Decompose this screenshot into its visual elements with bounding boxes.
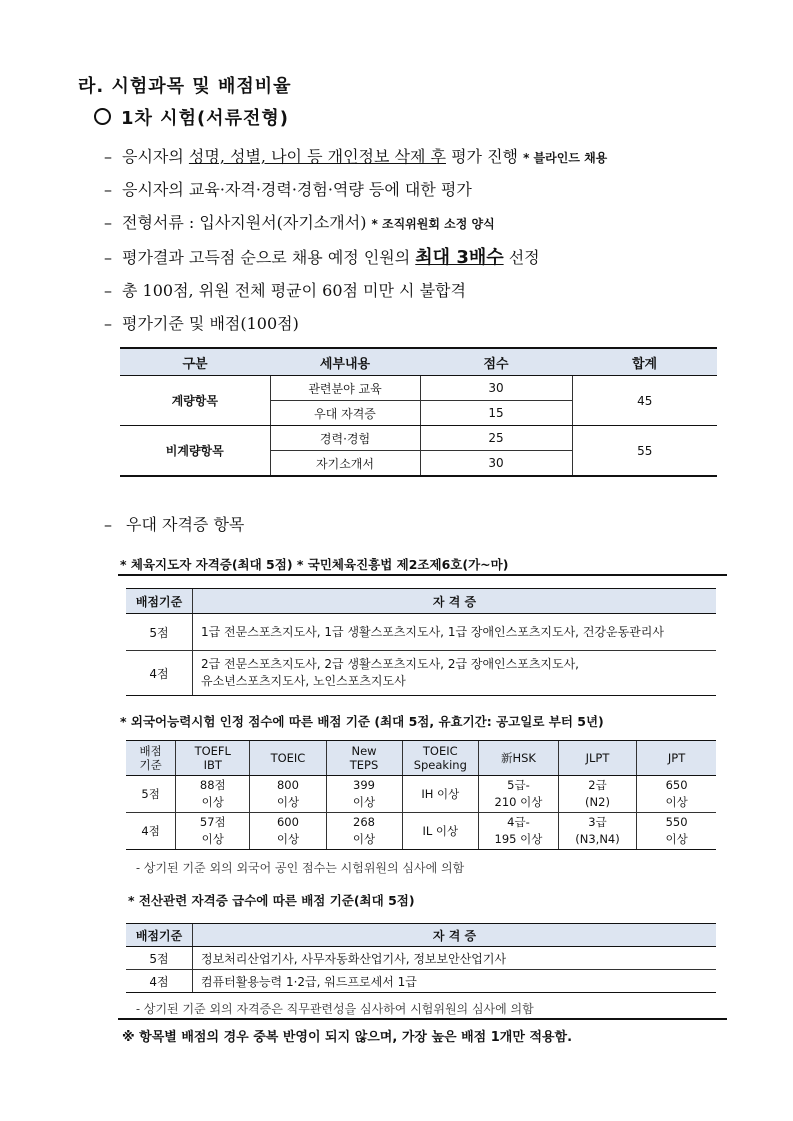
- lang-cell: [326, 813, 402, 850]
- header-line: 기준: [139, 758, 162, 772]
- lang-cell: [637, 776, 716, 813]
- bullet-note: * 조직위원회 소정 양식: [371, 217, 495, 231]
- bullet-evaluation: [104, 177, 472, 200]
- divider: [118, 574, 727, 576]
- item-cell: 우대 자격증: [270, 401, 420, 426]
- table-header: 세부내용: [270, 348, 420, 376]
- cell-line: 3급: [588, 815, 607, 829]
- cell-line: 4급-: [507, 815, 530, 829]
- score-cell: 5점: [126, 947, 193, 970]
- bullet-text: 평가기준 및 배점(100점): [122, 314, 299, 333]
- lang-cell: [176, 776, 250, 813]
- cell-line: 88점: [199, 778, 226, 792]
- dash-icon: –: [104, 281, 112, 300]
- score-cell: 4점: [126, 970, 193, 993]
- cell-line: 210 이상: [494, 795, 543, 809]
- bullet-emphasis: 최대 3배수: [415, 247, 504, 268]
- language-note: - 상기된 기준 외의 외국어 공인 점수는 시험위원의 심사에 의함: [136, 861, 465, 875]
- lang-cell: [326, 776, 402, 813]
- group-name: 계량항목: [120, 376, 270, 426]
- score-cell: 15: [420, 401, 572, 426]
- bullet-text: 응시자의: [122, 147, 189, 166]
- cell-line: 57점: [199, 815, 226, 829]
- lang-cell: [250, 813, 326, 850]
- table-header: [126, 741, 176, 776]
- table-header: 점수: [420, 348, 572, 376]
- total-cell: 45: [572, 376, 717, 426]
- it-title: * 전산관련 자격증 급수에 따른 배점 기준(최대 5점): [128, 893, 415, 908]
- header-line: 배점: [139, 744, 162, 758]
- table-header: [176, 741, 250, 776]
- cell-line: 이상: [352, 832, 376, 846]
- table-header: 배점기준: [126, 589, 193, 614]
- item-cell: 관련분야 교육: [270, 376, 420, 401]
- lang-cell: [558, 813, 636, 850]
- table-header: TOEIC: [250, 741, 326, 776]
- dash-icon: –: [104, 213, 112, 232]
- preferred-heading: [104, 512, 244, 535]
- lang-cell: [176, 813, 250, 850]
- table-header: 배점기준: [126, 924, 193, 947]
- cell-line: (N2): [585, 795, 610, 809]
- sports-title: * 체육지도자 자격증(최대 5점) * 국민체육진흥법 제2조제6호(가~마): [120, 557, 509, 572]
- table-header: [326, 741, 402, 776]
- lang-cell: [479, 776, 559, 813]
- score-cell: 30: [420, 376, 572, 401]
- cell-line: 600: [276, 815, 299, 829]
- cell-line: 이상: [276, 795, 300, 809]
- cell-line: 이상: [352, 795, 376, 809]
- table-header: 新HSK: [479, 741, 559, 776]
- dash-icon: –: [104, 314, 112, 333]
- bullet-total: [104, 278, 466, 301]
- header-line: TEPS: [349, 758, 379, 772]
- cell-line: 이상: [665, 832, 688, 846]
- cert-cell: 정보처리산업기사, 사무자동화산업기사, 정보보안산업기사: [193, 947, 717, 970]
- cert-cell: 컴퓨터활용능력 1·2급, 워드프로세서 1급: [193, 970, 717, 993]
- item-cell: 자기소개서: [270, 451, 420, 477]
- section-heading: 라. 시험과목 및 배점비율: [78, 76, 292, 97]
- cell-line: 이상: [201, 795, 224, 809]
- lang-cell: [637, 813, 716, 850]
- cell-line: 이상: [276, 832, 300, 846]
- group-name: 비계량항목: [120, 426, 270, 477]
- lang-cell: [250, 776, 326, 813]
- lang-cell: [479, 813, 559, 850]
- cell-line: 650: [665, 778, 688, 792]
- footer-note: ※ 항목별 배점의 경우 중복 반영이 되지 않으며, 가장 높은 배점 1개만 적용함.: [122, 1030, 573, 1045]
- bullet-text: 응시자의 교육·자격·경력·경험·역량 등에 대한 평가: [122, 180, 472, 199]
- lang-cell: [558, 776, 636, 813]
- bullet-underlined-text: 성명, 성별, 나이 등 개인정보 삭제 후: [188, 147, 446, 166]
- header-line: TOEIC: [422, 744, 458, 758]
- header-line: IBT: [203, 758, 222, 772]
- bullet-text: 전형서류 : 입사지원서(자기소개서): [122, 213, 372, 232]
- preferred-heading-text: 우대 자격증 항목: [126, 515, 245, 534]
- table-header: 구분: [120, 348, 270, 376]
- cell-line: 800: [276, 778, 299, 792]
- language-title: * 외국어능력시험 인정 점수에 따른 배점 기준 (최대 5점, 유효기간: 공고일로 부터 5년): [120, 714, 604, 729]
- it-note: - 상기된 기준 외의 자격증은 직무관련성을 심사하여 시험위원의 심사에 의함: [136, 1002, 534, 1016]
- cell-line: 이상: [201, 832, 224, 846]
- total-cell: 55: [572, 426, 717, 477]
- cert-cell: 1급 전문스포츠지도사, 1급 생활스포츠지도사, 1급 장애인스포츠지도사, 건강운동관리사: [193, 614, 717, 651]
- table-header: JLPT: [558, 741, 636, 776]
- table-header: 합계: [572, 348, 717, 376]
- dash-icon: –: [104, 180, 112, 199]
- cert-cell: [193, 651, 717, 696]
- header-line: Speaking: [413, 758, 467, 772]
- bullet-criteria: [104, 311, 299, 334]
- cell-line: (N3,N4): [575, 832, 620, 846]
- cert-line: 2급 전문스포츠지도사, 2급 생활스포츠지도사, 2급 장애인스포츠지도사,: [201, 657, 579, 671]
- score-cell: 4점: [126, 813, 176, 850]
- sports-table: [126, 588, 716, 696]
- score-cell: 5점: [126, 776, 176, 813]
- dash-icon: –: [104, 515, 112, 534]
- lang-cell: IH 이상: [402, 776, 479, 813]
- score-cell: 25: [420, 426, 572, 451]
- cell-line: 2급: [588, 778, 607, 792]
- bullet-blind: [104, 144, 607, 167]
- header-line: TOEFL: [194, 744, 231, 758]
- bullet-selection: [104, 243, 540, 269]
- dash-icon: –: [104, 248, 112, 267]
- cert-line: 유소년스포츠지도사, 노인스포츠지도사: [201, 674, 406, 688]
- bullet-documents: [104, 210, 495, 233]
- score-cell: 4점: [126, 651, 193, 696]
- cell-line: 이상: [665, 795, 688, 809]
- score-cell: 30: [420, 451, 572, 477]
- bullet-text: 평가 진행: [446, 147, 524, 166]
- table-header: 자 격 증: [193, 589, 717, 614]
- cell-line: 5급-: [507, 778, 530, 792]
- subsection-heading: [94, 104, 289, 130]
- cell-line: 399: [353, 778, 375, 792]
- subsection-heading-text: 1차 시험(서류전형): [121, 108, 289, 129]
- circle-bullet-icon: [94, 108, 111, 125]
- header-line: New: [351, 744, 377, 758]
- cell-line: 195 이상: [494, 832, 543, 846]
- score-cell: 5점: [126, 614, 193, 651]
- bullet-note: * 블라인드 채용: [523, 151, 608, 165]
- cell-line: 268: [353, 815, 375, 829]
- table-header: [402, 741, 479, 776]
- table-header: JPT: [637, 741, 716, 776]
- item-cell: 경력·경험: [270, 426, 420, 451]
- bullet-text: 총 100점, 위원 전체 평균이 60점 미만 시 불합격: [122, 281, 466, 300]
- score-table: [120, 347, 717, 477]
- cell-line: 550: [665, 815, 688, 829]
- bullet-text: 선정: [503, 248, 540, 267]
- bullet-text: 평가결과 고득점 순으로 채용 예정 인원의: [122, 248, 416, 267]
- dash-icon: –: [104, 147, 112, 166]
- table-header: 자 격 증: [193, 924, 717, 947]
- lang-cell: IL 이상: [402, 813, 479, 850]
- it-table: [126, 923, 716, 993]
- divider: [118, 1018, 727, 1020]
- language-table: [126, 740, 716, 850]
